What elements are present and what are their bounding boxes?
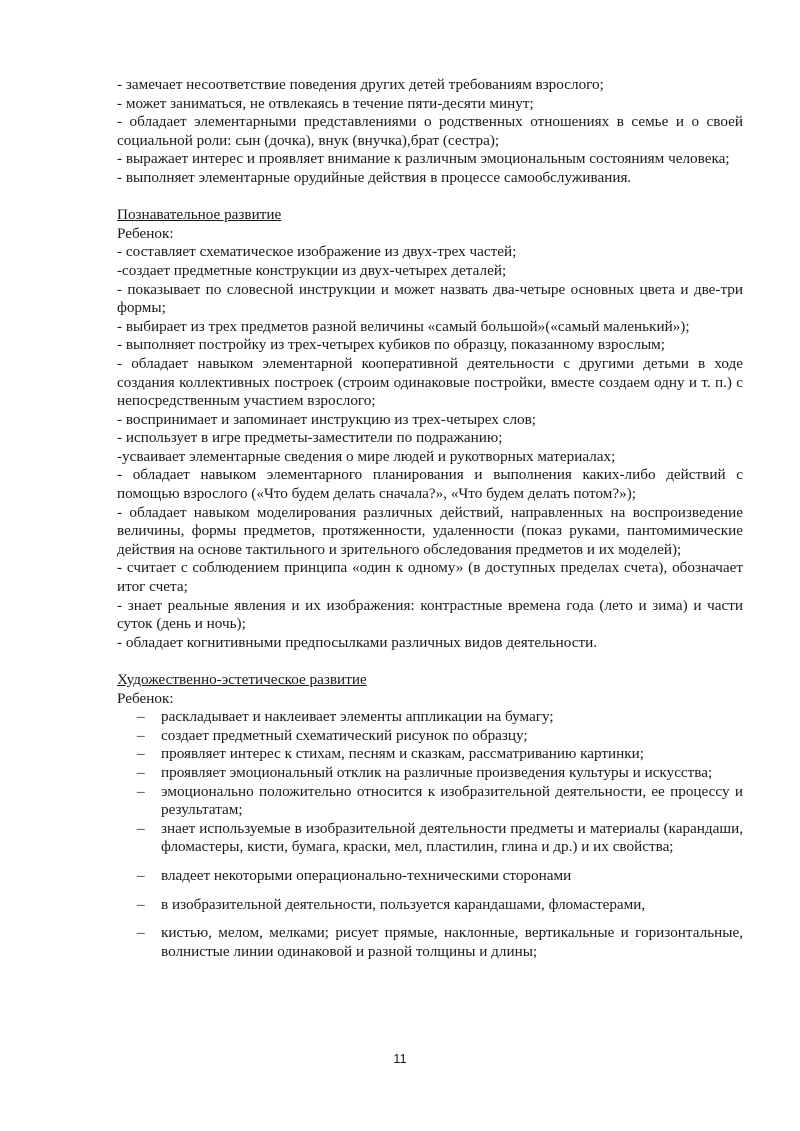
- dash-bullet: –: [137, 708, 145, 726]
- list-item: -создает предметные конструкции из двух-четырех деталей;: [117, 261, 507, 279]
- list-item: - может заниматься, не отвлекаясь в течение пяти-десяти минут;: [117, 94, 534, 112]
- list-item-text: раскладывает и наклеивает элементы аппликации на бумагу;: [161, 708, 554, 726]
- list-item-text: эмоционально положительно относится к изобразительной деятельности, ее процессу и результатам;: [161, 782, 743, 819]
- list-item-text: в изобразительной деятельности, пользуется карандашами, фломастерами,: [161, 895, 646, 913]
- list-item: - знает реальные явления и их изображения: контрастные времена года (лето и зима) и части суток (день и ночь);: [117, 596, 743, 633]
- dash-bullet: –: [137, 763, 145, 781]
- list-item: [117, 783, 743, 820]
- list-item: - выражает интерес и проявляет внимание к различным эмоциональным состояниям человека;: [117, 150, 730, 168]
- section-heading: Художественно-эстетическое развитие: [117, 671, 367, 688]
- list-item: - показывает по словесной инструкции и может назвать два-четыре основных цвета и две-три формы;: [117, 280, 743, 317]
- list-item-text: кистью, мелом, мелками; рисует прямые, наклонные, вертикальные и горизонтальные, волнистые линии одинаковой и разной толщины и длины;: [161, 924, 743, 960]
- list-item-text: проявляет интерес к стихам, песням и сказкам, рассматриванию картинки;: [161, 745, 645, 763]
- spacer: [117, 188, 743, 207]
- list-item: - замечает несоответствие поведения других детей требованиям взрослого;: [117, 76, 604, 93]
- dash-bullet: –: [137, 895, 145, 913]
- list-item-text: проявляет эмоциональный отклик на различные произведения культуры и искусства;: [161, 763, 713, 781]
- top-item-list: [117, 76, 743, 188]
- section-heading: Познавательное развитие: [117, 206, 282, 224]
- dash-list: [117, 708, 743, 961]
- dash-bullet: –: [137, 782, 145, 800]
- list-item: - считает с соблюдением принципа «один к одному» (в доступных пределах счета), обозначает итог счета;: [117, 559, 743, 596]
- cognitive-development-section: [117, 206, 743, 652]
- dash-bullet: –: [137, 726, 145, 744]
- list-item: - обладает когнитивными предпосылками различных видов деятельности.: [117, 633, 598, 651]
- list-item-text: владеет некоторыми операционально-техническими сторонами: [161, 866, 572, 884]
- list-item: [117, 727, 743, 746]
- list-item: -усваивает элементарные сведения о мире людей и рукотворных материалах;: [117, 447, 616, 465]
- list-item: - использует в игре предметы-заместители по подражанию;: [117, 429, 503, 447]
- artistic-development-section: [117, 671, 743, 961]
- list-item: [117, 867, 743, 886]
- list-item: [117, 745, 743, 764]
- dash-bullet: –: [137, 745, 145, 763]
- list-item: [117, 764, 743, 783]
- list-item: - обладает навыком элементарной кооперативной деятельности с другими детьми в ходе создания коллективных построек (строим одинаковые постройки, вместе создаем одну и т. п.) с непосредственным участием взрослого;: [117, 354, 743, 410]
- list-item: [117, 708, 743, 727]
- list-item: - выбирает из трех предметов разной величины «самый большой»(«самый маленький»);: [117, 317, 690, 335]
- list-item: - выполняет постройку из трех-четырех кубиков по образцу, показанному взрослым;: [117, 336, 665, 354]
- list-item: [117, 924, 743, 961]
- list-item: [117, 896, 743, 915]
- spacer: [117, 652, 743, 671]
- page-number: 11: [393, 1051, 407, 1066]
- dash-bullet: –: [137, 924, 145, 942]
- section-label: Ребенок:: [117, 689, 174, 707]
- list-item: - выполняет элементарные орудийные действия в процессе самообслуживания.: [117, 168, 632, 186]
- list-item: - составляет схематическое изображение из двух-трех частей;: [117, 243, 517, 261]
- list-item-text: знает используемые в изобразительной деятельности предметы и материалы (карандаши, фломастеры, кисти, бумага, краски, мел, пластилин, глина и др.) и их свойства;: [161, 819, 743, 856]
- list-item: - воспринимает и запоминает инструкцию из трех-четырех слов;: [117, 410, 537, 428]
- list-item-text: создает предметный схематический рисунок по образцу;: [161, 726, 528, 744]
- section-label: Ребенок:: [117, 224, 174, 242]
- dash-bullet: –: [137, 866, 145, 884]
- list-item: - обладает навыком элементарного планирования и выполнения каких-либо действий с помощью взрослого («Что будем делать сначала?», «Что будем делать потом?»);: [117, 466, 743, 503]
- list-item: - обладает элементарными представлениями о родственных отношениях в семье и о своей социальной роли: сын (дочка), внук (внучка),брат (сестра);: [117, 113, 743, 149]
- list-item: - обладает навыком моделирования различных действий, направленных на воспроизведение величины, формы предметов, протяженности, удаленности (показ руками, пантомимические действия на основе тактильного и зрительного обследования предметов и их моделей);: [117, 503, 743, 558]
- page-content: [117, 76, 743, 961]
- list-item: [117, 820, 743, 857]
- dash-bullet: –: [137, 819, 145, 837]
